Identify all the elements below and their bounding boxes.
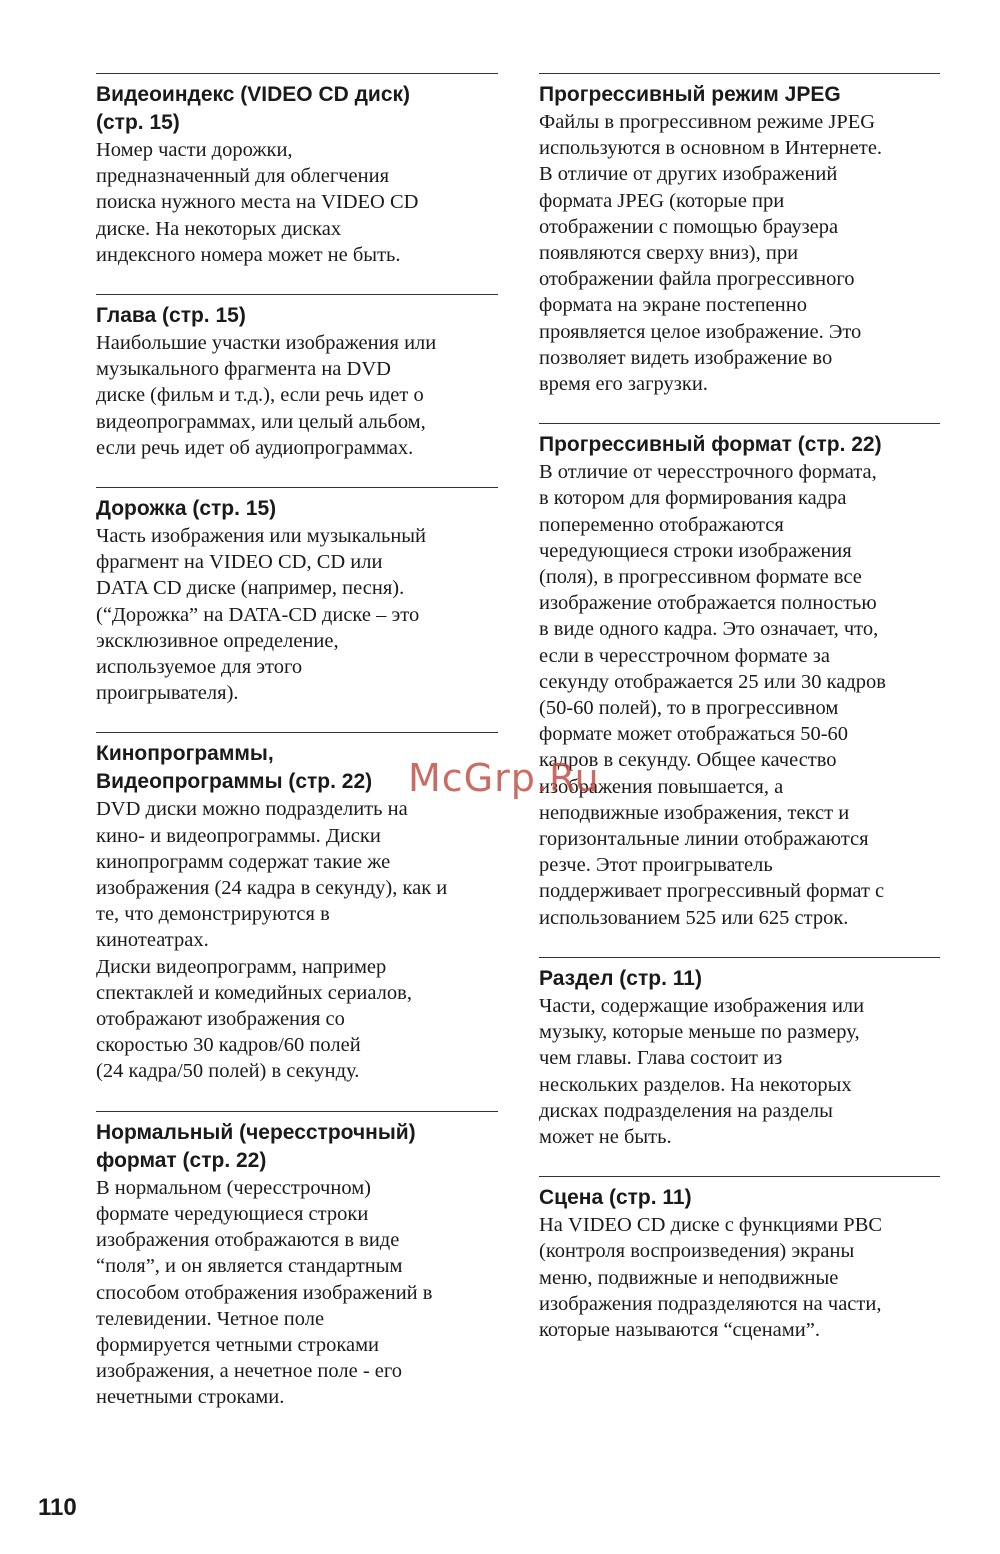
glossary-entry xyxy=(96,73,498,268)
entry-definition: Части, содержащие изображения или музыку, которые меньше по размеру, чем главы. Глава состоит из нескольких разделов. На некоторых дисках подразделения на разделы может не быть. xyxy=(539,994,865,1148)
entry-term: Прогрессивный формат (стр. 22) xyxy=(539,433,882,457)
watermark: McGrp.Ru xyxy=(408,756,600,800)
entry-definition: В отличие от чересстрочного формата, в котором для формирования кадра попеременно отображаются чередующиеся строки изображения (поля), в прогрессивном формате все изображение отображается полностью в виде одного кадра. Это означает, что, если в чересстрочном формате за секунду отображается 25 или 30 кадров (50-60 полей), то в прогрессивном формате может отображаться 50-60 кадров в секунду. Общее качество изображения повышается, а неподвижные изображения, текст и горизонтальные линии отображаются резче. Этот проигрыватель поддерживает прогрессивный формат с использованием 525 или 625 строк. xyxy=(539,461,886,929)
left-column xyxy=(96,73,498,1411)
page-number: 110 xyxy=(38,1494,77,1521)
glossary-entry xyxy=(96,487,498,706)
glossary-entry xyxy=(539,957,940,1150)
entry-definition: DVD диски можно подразделить на кино- и видеопрограммы. Диски кинопрограмм содержат такие же изображения (24 кадра в секунду), как и те, что демонстрируются в кинотеатрах. Диски видеопрограмм, например спектаклей и комедийных сериалов, отображают изображения со скоростью 30 кадров/60 полей (24 кадра/50 полей) в секунду. xyxy=(96,798,448,1083)
entry-term: Сцена (стр. 11) xyxy=(539,1186,692,1210)
glossary-entry xyxy=(539,73,940,397)
entry-definition: В нормальном (чересстрочном) формате чередующиеся строки изображения отображаются в виде “поля”, и он является стандартным способом отображения изображений в телевидении. Четное поле формируется четными строками изображения, а нечетное поле - его нечетными строками. xyxy=(96,1176,433,1409)
glossary-entry xyxy=(539,423,940,931)
entry-term: Видеоиндекс (VIDEO CD диск) (стр. 15) xyxy=(96,83,411,134)
right-column xyxy=(539,73,940,1343)
glossary-entry xyxy=(539,1176,940,1343)
entry-definition: На VIDEO CD диске с функциями PBC (контроля воспроизведения) экраны меню, подвижные и неподвижные изображения подразделяются на части, которые называются “сценами”. xyxy=(539,1214,883,1341)
entry-term: Глава (стр. 15) xyxy=(96,304,246,328)
entry-definition: Файлы в прогрессивном режиме JPEG используются в основном в Интернете. В отличие от других изображений формата JPEG (которые при отображении с помощью браузера появляются сверху вниз), при отображении файла прогрессивного формата на экране постепенно проявляется целое изображение. Это позволяет видеть изображение во время его загрузки. xyxy=(539,111,883,396)
glossary-entry xyxy=(96,1111,498,1411)
entry-term: Нормальный (чересстрочный) формат (стр. 22) xyxy=(96,1120,416,1172)
entry-term: Раздел (стр. 11) xyxy=(539,966,702,990)
glossary-entry xyxy=(96,294,498,461)
entry-term: Дорожка (стр. 15) xyxy=(96,497,277,521)
entry-term: Кинопрограммы, Видеопрограммы (стр. 22) xyxy=(96,742,373,794)
entry-definition: Наибольшие участки изображения или музыкального фрагмента на DVD диске (фильм и т.д.), если речь идет о видеопрограммах, или целый альбом, если речь идет об аудиопрограммах. xyxy=(96,332,437,459)
entry-term: Прогрессивный режим JPEG xyxy=(539,83,841,106)
entry-definition: Номер части дорожки, предназначенный для облегчения поиска нужного места на VIDEO CD диске. На некоторых дисках индексного номера может не быть. xyxy=(96,139,419,266)
entry-definition: Часть изображения или музыкальный фрагмент на VIDEO CD, CD или DATA CD диске (например, песня). (“Дорожка” на DATA-CD диске – это эксклюзивное определение, используемое для этого проигрывателя). xyxy=(96,525,427,705)
